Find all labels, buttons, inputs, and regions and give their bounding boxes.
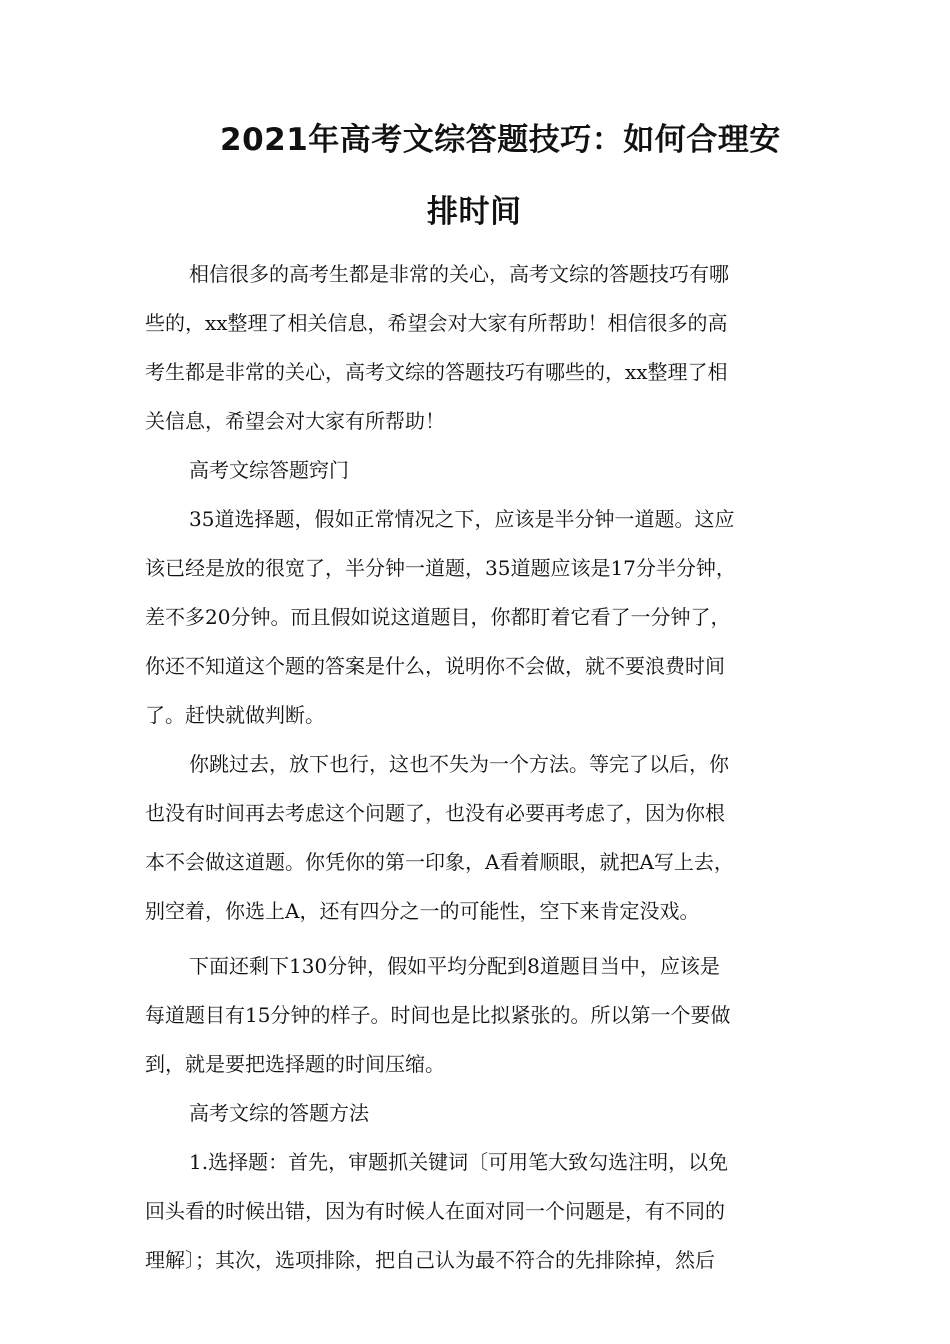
document-title-line-1: 2021年高考文综答题技巧：如何合理安 <box>220 122 781 158</box>
paragraph-line: 回头看的时候出错，因为有时候人在面对同一个问题是，有不同的 <box>145 1199 725 1223</box>
paragraph-line: 相信很多的高考生都是非常的关心，高考文综的答题技巧有哪 <box>189 262 729 286</box>
document-body <box>145 252 815 1287</box>
paragraph-line: 35道选择题，假如正常情况之下，应该是半分钟一道题。这应 <box>189 507 735 531</box>
paragraph-line: 下面还剩下130分钟，假如平均分配到8道题目当中，应该是 <box>189 954 720 978</box>
section-heading: 高考文综的答题方法 <box>189 1101 369 1125</box>
document-title-line-2: 排时间 <box>427 194 522 230</box>
paragraph-line: 到，就是要把选择题的时间压缩。 <box>145 1052 445 1076</box>
section-heading: 高考文综答题窍门 <box>189 458 349 482</box>
paragraph-line: 每道题目有15分钟的样子。时间也是比拟紧张的。所以第一个要做 <box>145 1003 731 1027</box>
paragraph-line: 些的，xx整理了相关信息，希望会对大家有所帮助！相信很多的高 <box>145 311 728 335</box>
paragraph-line: 考生都是非常的关心，高考文综的答题技巧有哪些的，xx整理了相 <box>145 360 728 384</box>
paragraph-line: 理解〕；其次，选项排除，把自己认为最不符合的先排除掉，然后 <box>145 1248 715 1272</box>
paragraph-line: 你跳过去，放下也行，这也不失为一个方法。等完了以后，你 <box>189 752 729 776</box>
paragraph-line: 本不会做这道题。你凭你的第一印象，A看着顺眼，就把A写上去， <box>145 850 734 874</box>
paragraph-line: 1.选择题：首先，审题抓关键词〔可用笔大致勾选注明，以免 <box>189 1150 729 1174</box>
paragraph-line: 该已经是放的很宽了，半分钟一道题，35道题应该是17分半分钟， <box>145 556 736 580</box>
paragraph-line: 别空着，你选上A，还有四分之一的可能性，空下来肯定没戏。 <box>145 899 700 923</box>
paragraph-line: 你还不知道这个题的答案是什么，说明你不会做，就不要浪费时间 <box>145 654 725 678</box>
paragraph-line: 差不多20分钟。而且假如说这道题目，你都盯着它看了一分钟了， <box>145 605 731 629</box>
paragraph-line: 也没有时间再去考虑这个问题了，也没有必要再考虑了，因为你根 <box>145 801 725 825</box>
paragraph-line: 关信息，希望会对大家有所帮助！ <box>145 409 445 433</box>
paragraph-line: 了。赶快就做判断。 <box>145 703 325 727</box>
